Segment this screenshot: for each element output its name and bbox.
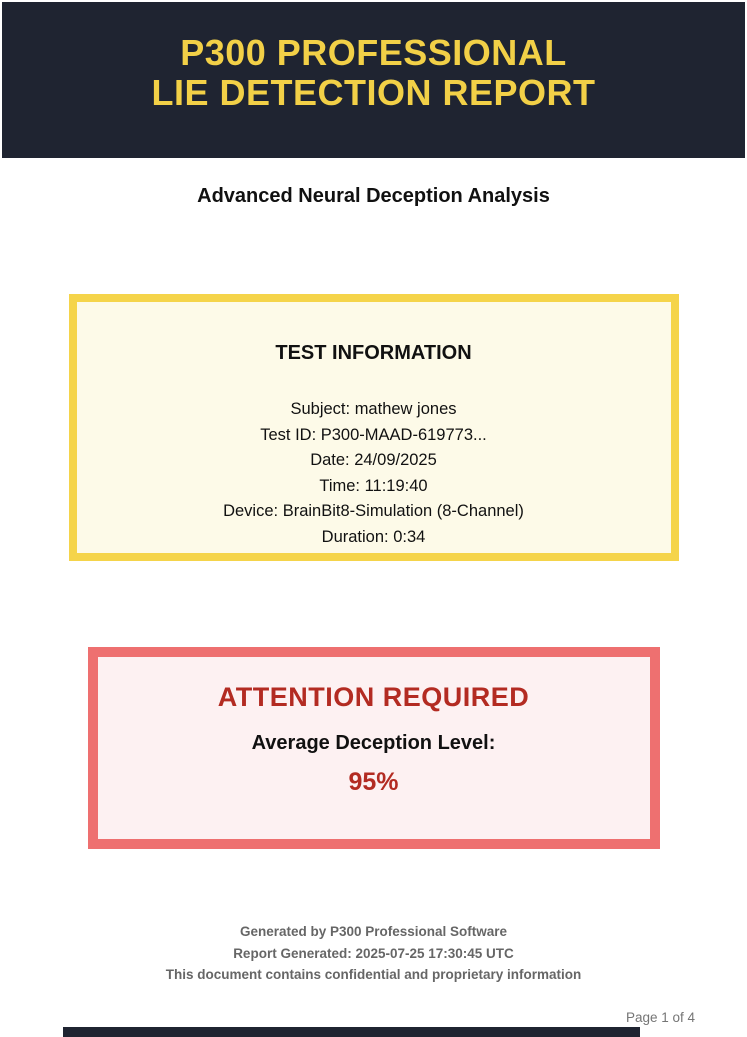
info-line-device: Device: BrainBit8-Simulation (8-Channel) — [223, 502, 524, 520]
report-header — [2, 2, 745, 158]
report-title-line1: P300 PROFESSIONAL — [180, 32, 567, 73]
page-number: Page 1 of 4 — [625, 1009, 695, 1025]
test-information-title: TEST INFORMATION — [275, 342, 472, 364]
report-subtitle: Advanced Neural Deception Analysis — [197, 185, 550, 207]
next-page-header-edge — [63, 1027, 640, 1037]
footer-report-generated: Report Generated: 2025-07-25 17:30:45 UTC — [233, 945, 514, 961]
info-line-duration: Duration: 0:34 — [321, 527, 426, 546]
info-line-subject: Subject: mathew jones — [290, 400, 457, 418]
deception-level-label: Average Deception Level: — [251, 732, 496, 754]
info-line-time: Time: 11:19:40 — [319, 476, 428, 495]
attention-required-title: ATTENTION REQUIRED — [217, 682, 530, 712]
report-footer — [0, 921, 747, 986]
deception-level-value: 95% — [348, 768, 399, 796]
info-line-test-id: Test ID: P300-MAAD-619773... — [260, 425, 487, 444]
attention-required-box — [88, 647, 660, 849]
footer-generated-by: Generated by P300 Professional Software — [239, 924, 508, 939]
footer-confidentiality-notice: This document contains confidential and proprietary information — [165, 967, 582, 982]
report-title-line2: LIE DETECTION REPORT — [151, 72, 596, 113]
report-title — [151, 33, 595, 113]
report-page — [0, 2, 747, 1037]
test-information-box — [69, 294, 679, 561]
test-information-lines — [77, 397, 671, 550]
info-line-date: Date: 24/09/2025 — [310, 451, 437, 469]
